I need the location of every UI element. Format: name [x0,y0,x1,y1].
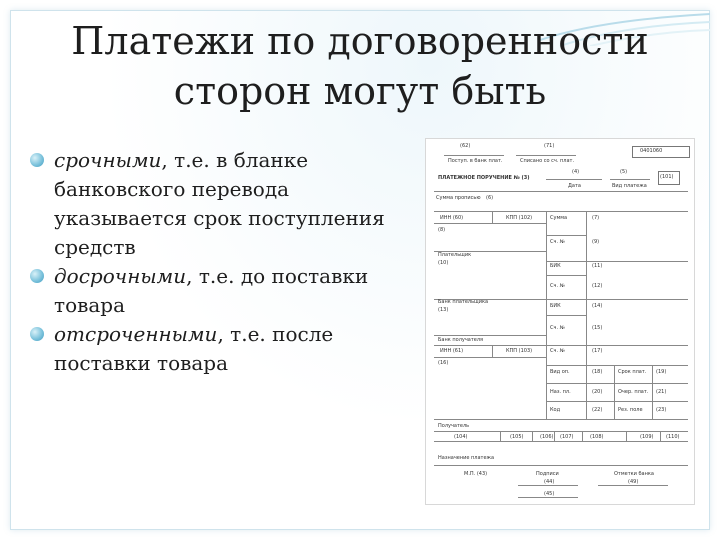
form-label: БИК [550,303,561,309]
form-label: (6) [486,195,494,201]
form-label: ИНН (60) [440,215,464,221]
bullet-text: , т.е. после поставки товара [54,322,334,375]
form-label: БИК [550,263,561,269]
form-title: ПЛАТЕЖНОЕ ПОРУЧЕНИЕ № (3) [438,175,530,181]
form-label: (106) [540,434,554,440]
form-label: Назначение платежа [438,455,495,461]
form-label: Очер. плат. [618,389,649,395]
form-code: 0401060 [640,148,663,154]
form-label: Отметки банка [614,471,654,477]
form-label: Сумма [550,215,568,221]
bullet-icon [30,153,44,167]
form-label: Сумма прописью [436,195,481,201]
form-label: (101) [660,174,674,180]
bullet-icon [30,327,44,341]
form-label: Плательщик [438,252,472,258]
form-label: М.П. (43) [464,471,488,477]
form-label: (12) [592,283,603,289]
form-label: (108) [590,434,604,440]
form-label: (4) [572,169,580,175]
title-line-2: сторон могут быть [173,69,547,113]
bullet-text: , т.е. в бланке банковского перевода указывается срок поступления средств [54,148,385,259]
form-label: (8) [438,227,446,233]
bullet-icon [30,269,44,283]
form-label: (105) [510,434,524,440]
form-label: (45) [544,491,555,497]
form-label: Получатель [438,423,470,429]
bullet-term: отсроченными [54,322,218,346]
form-label: Рез. поле [618,407,643,413]
form-label: (10) [438,260,449,266]
form-label: (7) [592,215,600,221]
form-label: Сч. № [550,325,565,331]
form-label: (19) [656,369,667,375]
form-label: (5) [620,169,628,175]
form-label: Дата [568,183,581,189]
bullet-item [26,262,416,320]
bullet-list [26,146,416,378]
form-label: КПП (102) [506,215,533,221]
form-label: (109) [640,434,654,440]
bullet-item [26,320,416,378]
bullet-item [26,146,416,262]
form-label: Банк плательщика [438,299,489,305]
form-label: (9) [592,239,600,245]
form-label: (11) [592,263,603,269]
form-label: (23) [656,407,667,413]
bullet-text: , т.е. до поставки товара [54,264,369,317]
form-label: Срок плат. [618,369,647,375]
form-label: Вид платежа [612,183,647,189]
form-label: Сч. № [550,239,565,245]
form-label: (71) [544,143,555,149]
form-label: Подписи [536,471,559,477]
form-label: КПП (103) [506,348,533,354]
form-label: (62) [460,143,471,149]
bullet-term: досрочными [54,264,187,288]
form-label: (18) [592,369,603,375]
slide-title [40,16,680,116]
form-label: Списано со сч. плат. [520,158,575,164]
form-label: (49) [628,479,639,485]
form-label: (107) [560,434,574,440]
form-label: (21) [656,389,667,395]
form-label: (44) [544,479,555,485]
form-label: Вид оп. [550,369,570,375]
title-line-1: Платежи по договоренности [71,19,649,63]
form-label: (20) [592,389,603,395]
bullet-term: срочными [54,148,162,172]
form-label: (104) [454,434,468,440]
payment-order-form-image [425,138,695,505]
form-label: (110) [666,434,680,440]
form-label: ИНН (61) [440,348,464,354]
form-label: Поступ. в банк плат. [448,158,503,164]
form-label: Наз. пл. [550,389,571,395]
form-label: (13) [438,307,449,313]
form-label: Сч. № [550,348,565,354]
form-label: (15) [592,325,603,331]
form-label: (17) [592,348,603,354]
form-label: Код [550,407,561,413]
form-label: (16) [438,360,449,366]
form-label: Сч. № [550,283,565,289]
form-label: (22) [592,407,603,413]
form-label: Банк получателя [438,337,484,343]
form-label: (14) [592,303,603,309]
